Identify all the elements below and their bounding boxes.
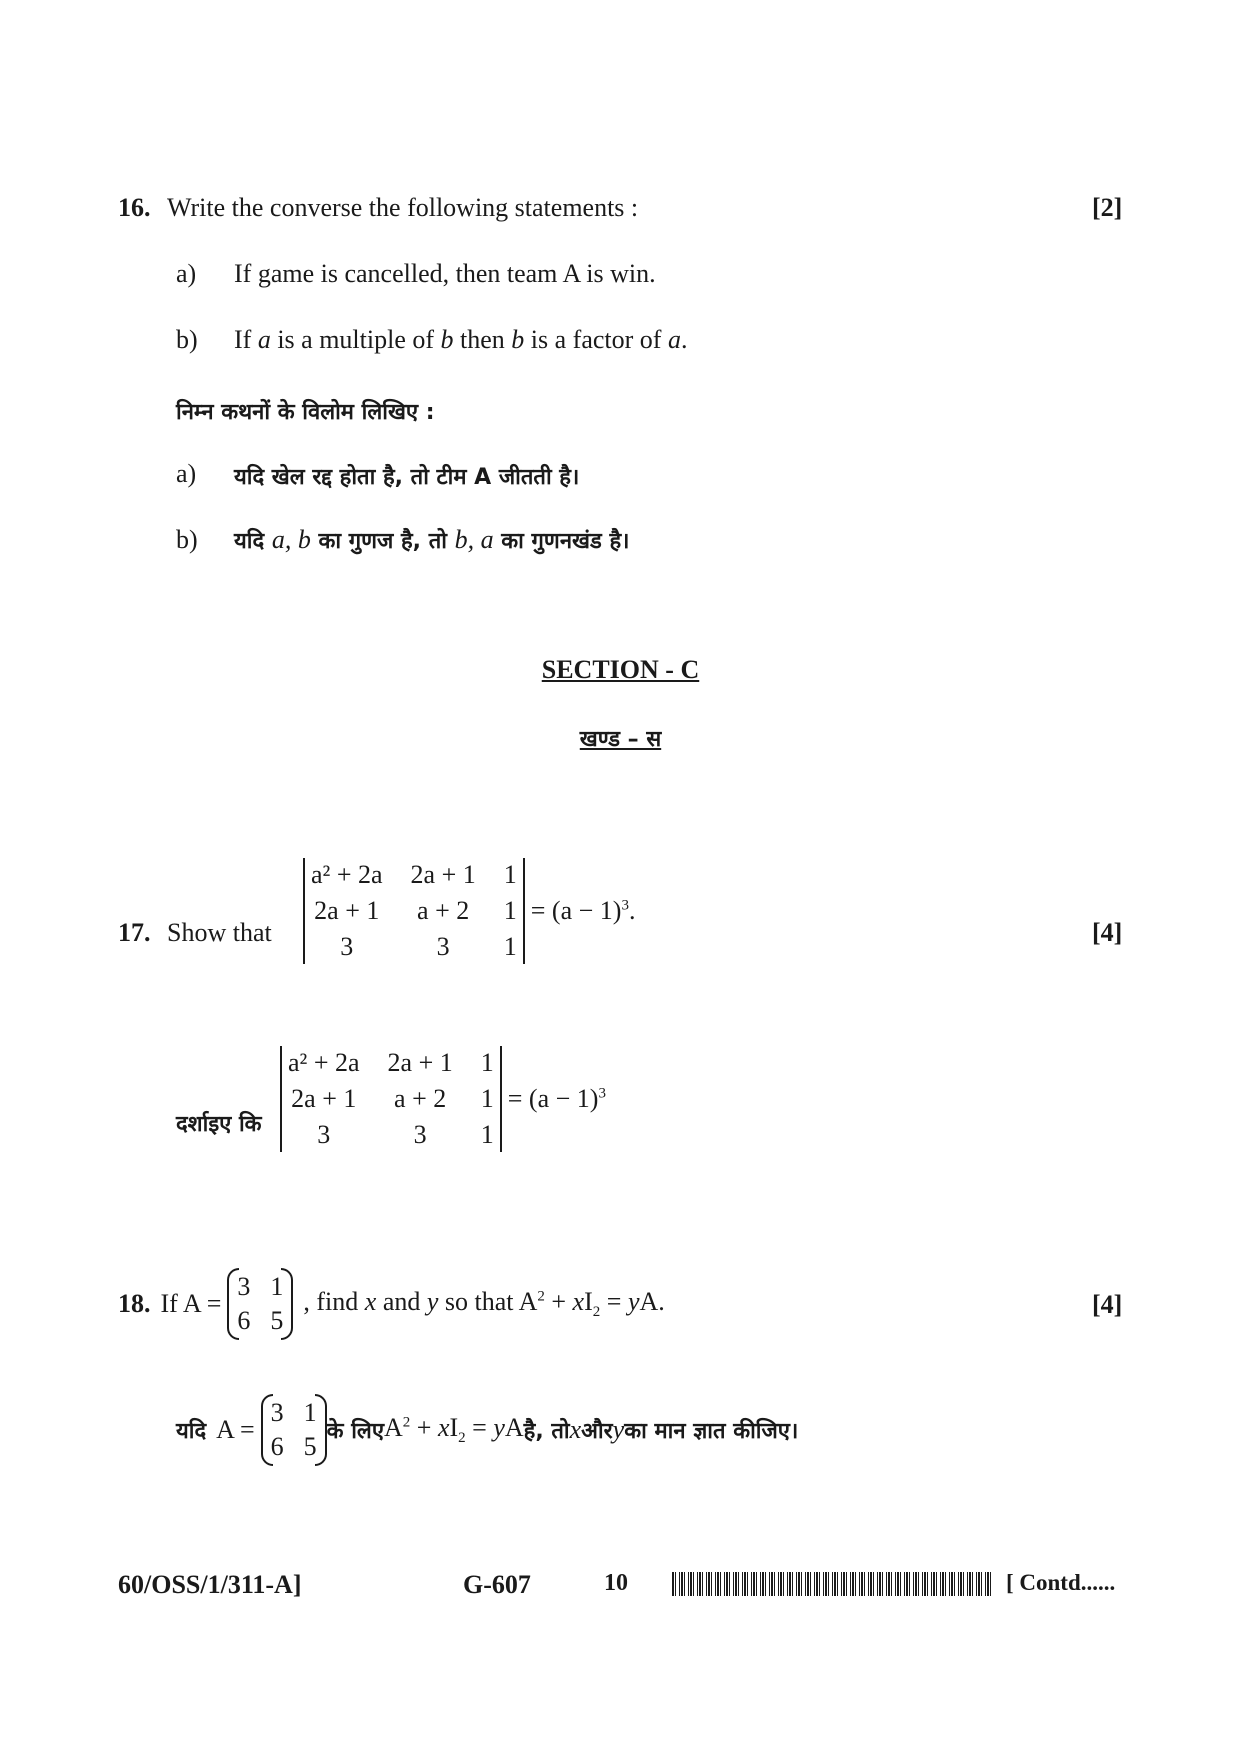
hindi-question-18: यदि A = 3 1 6 5 के लिए $A^2 + xI_2$ = yA है, तो x और y का मान ज्ञात कीजिए। [176, 1398, 799, 1461]
question-18: 18. If A = 3 1 6 5 , find x and y so that $A^2 + xI_2$ = yA. [118, 1272, 665, 1335]
option-text: यदि a, b का गुणज है, तो b, a का गुणनखंड है। [234, 525, 630, 554]
option-text: यदि खेल रद्द होता है, तो टीम A जीतती है। [234, 465, 580, 490]
determinant-equation [303, 858, 635, 964]
option-label: b) [176, 325, 198, 354]
question-number: 17. [118, 918, 151, 947]
matrix-A: 3 1 6 5 [261, 1398, 327, 1462]
series-code: G-607 [463, 1570, 531, 1599]
question-number: 16. [118, 193, 151, 222]
continued-label: [ Contd...... [1006, 1570, 1116, 1595]
rhs: = $(a - 1)^3$. [530, 896, 636, 925]
question-16 [118, 193, 638, 223]
hindi-option-b [176, 525, 630, 555]
determinant-equation-hindi [280, 1046, 606, 1152]
option-label: b) [176, 525, 198, 554]
determinant: a² + 2a 2a + 1 1 2a + 1 a + 2 1 3 3 1 [280, 1046, 502, 1152]
option-text: If game is cancelled, then team A is win. [234, 259, 656, 288]
option-label: a) [176, 459, 197, 488]
option-a [176, 259, 656, 289]
marks: [2] [1092, 193, 1123, 222]
option-b [176, 325, 688, 355]
question-text: , find x and y so that $A^2 + xI_2$ = yA. [303, 1286, 665, 1321]
option-label: a) [176, 259, 197, 288]
question-number: 18. [118, 1289, 151, 1318]
question-17 [118, 918, 272, 948]
marks: [4] [1092, 918, 1123, 947]
barcode [672, 1572, 992, 1596]
hindi-instruction: निम्न कथनों के विलोम लिखिए : [176, 400, 435, 425]
matrix-A: 3 1 6 5 [227, 1272, 293, 1336]
hindi-question-17: दर्शाइए कि [176, 1112, 262, 1137]
paper-code: 60/OSS/1/311-A] [118, 1570, 302, 1599]
marks: [4] [1092, 1290, 1123, 1319]
rhs: = $(a - 1)^3$ [507, 1084, 606, 1113]
hindi-option-a [176, 459, 580, 490]
equation: $A^2 + xI_2$ = yA [384, 1412, 524, 1447]
question-text: Write the converse the following statements : [167, 193, 639, 222]
option-text: If a is a multiple of b then b is a factor of a. [234, 325, 688, 354]
section-title-hindi: खण्ड – स [579, 727, 662, 752]
page-number: 10 [604, 1570, 628, 1596]
question-text: Show that [167, 918, 272, 947]
determinant: a² + 2a 2a + 1 1 2a + 1 a + 2 1 3 3 1 [303, 858, 525, 964]
section-title: SECTION - C [541, 655, 700, 684]
